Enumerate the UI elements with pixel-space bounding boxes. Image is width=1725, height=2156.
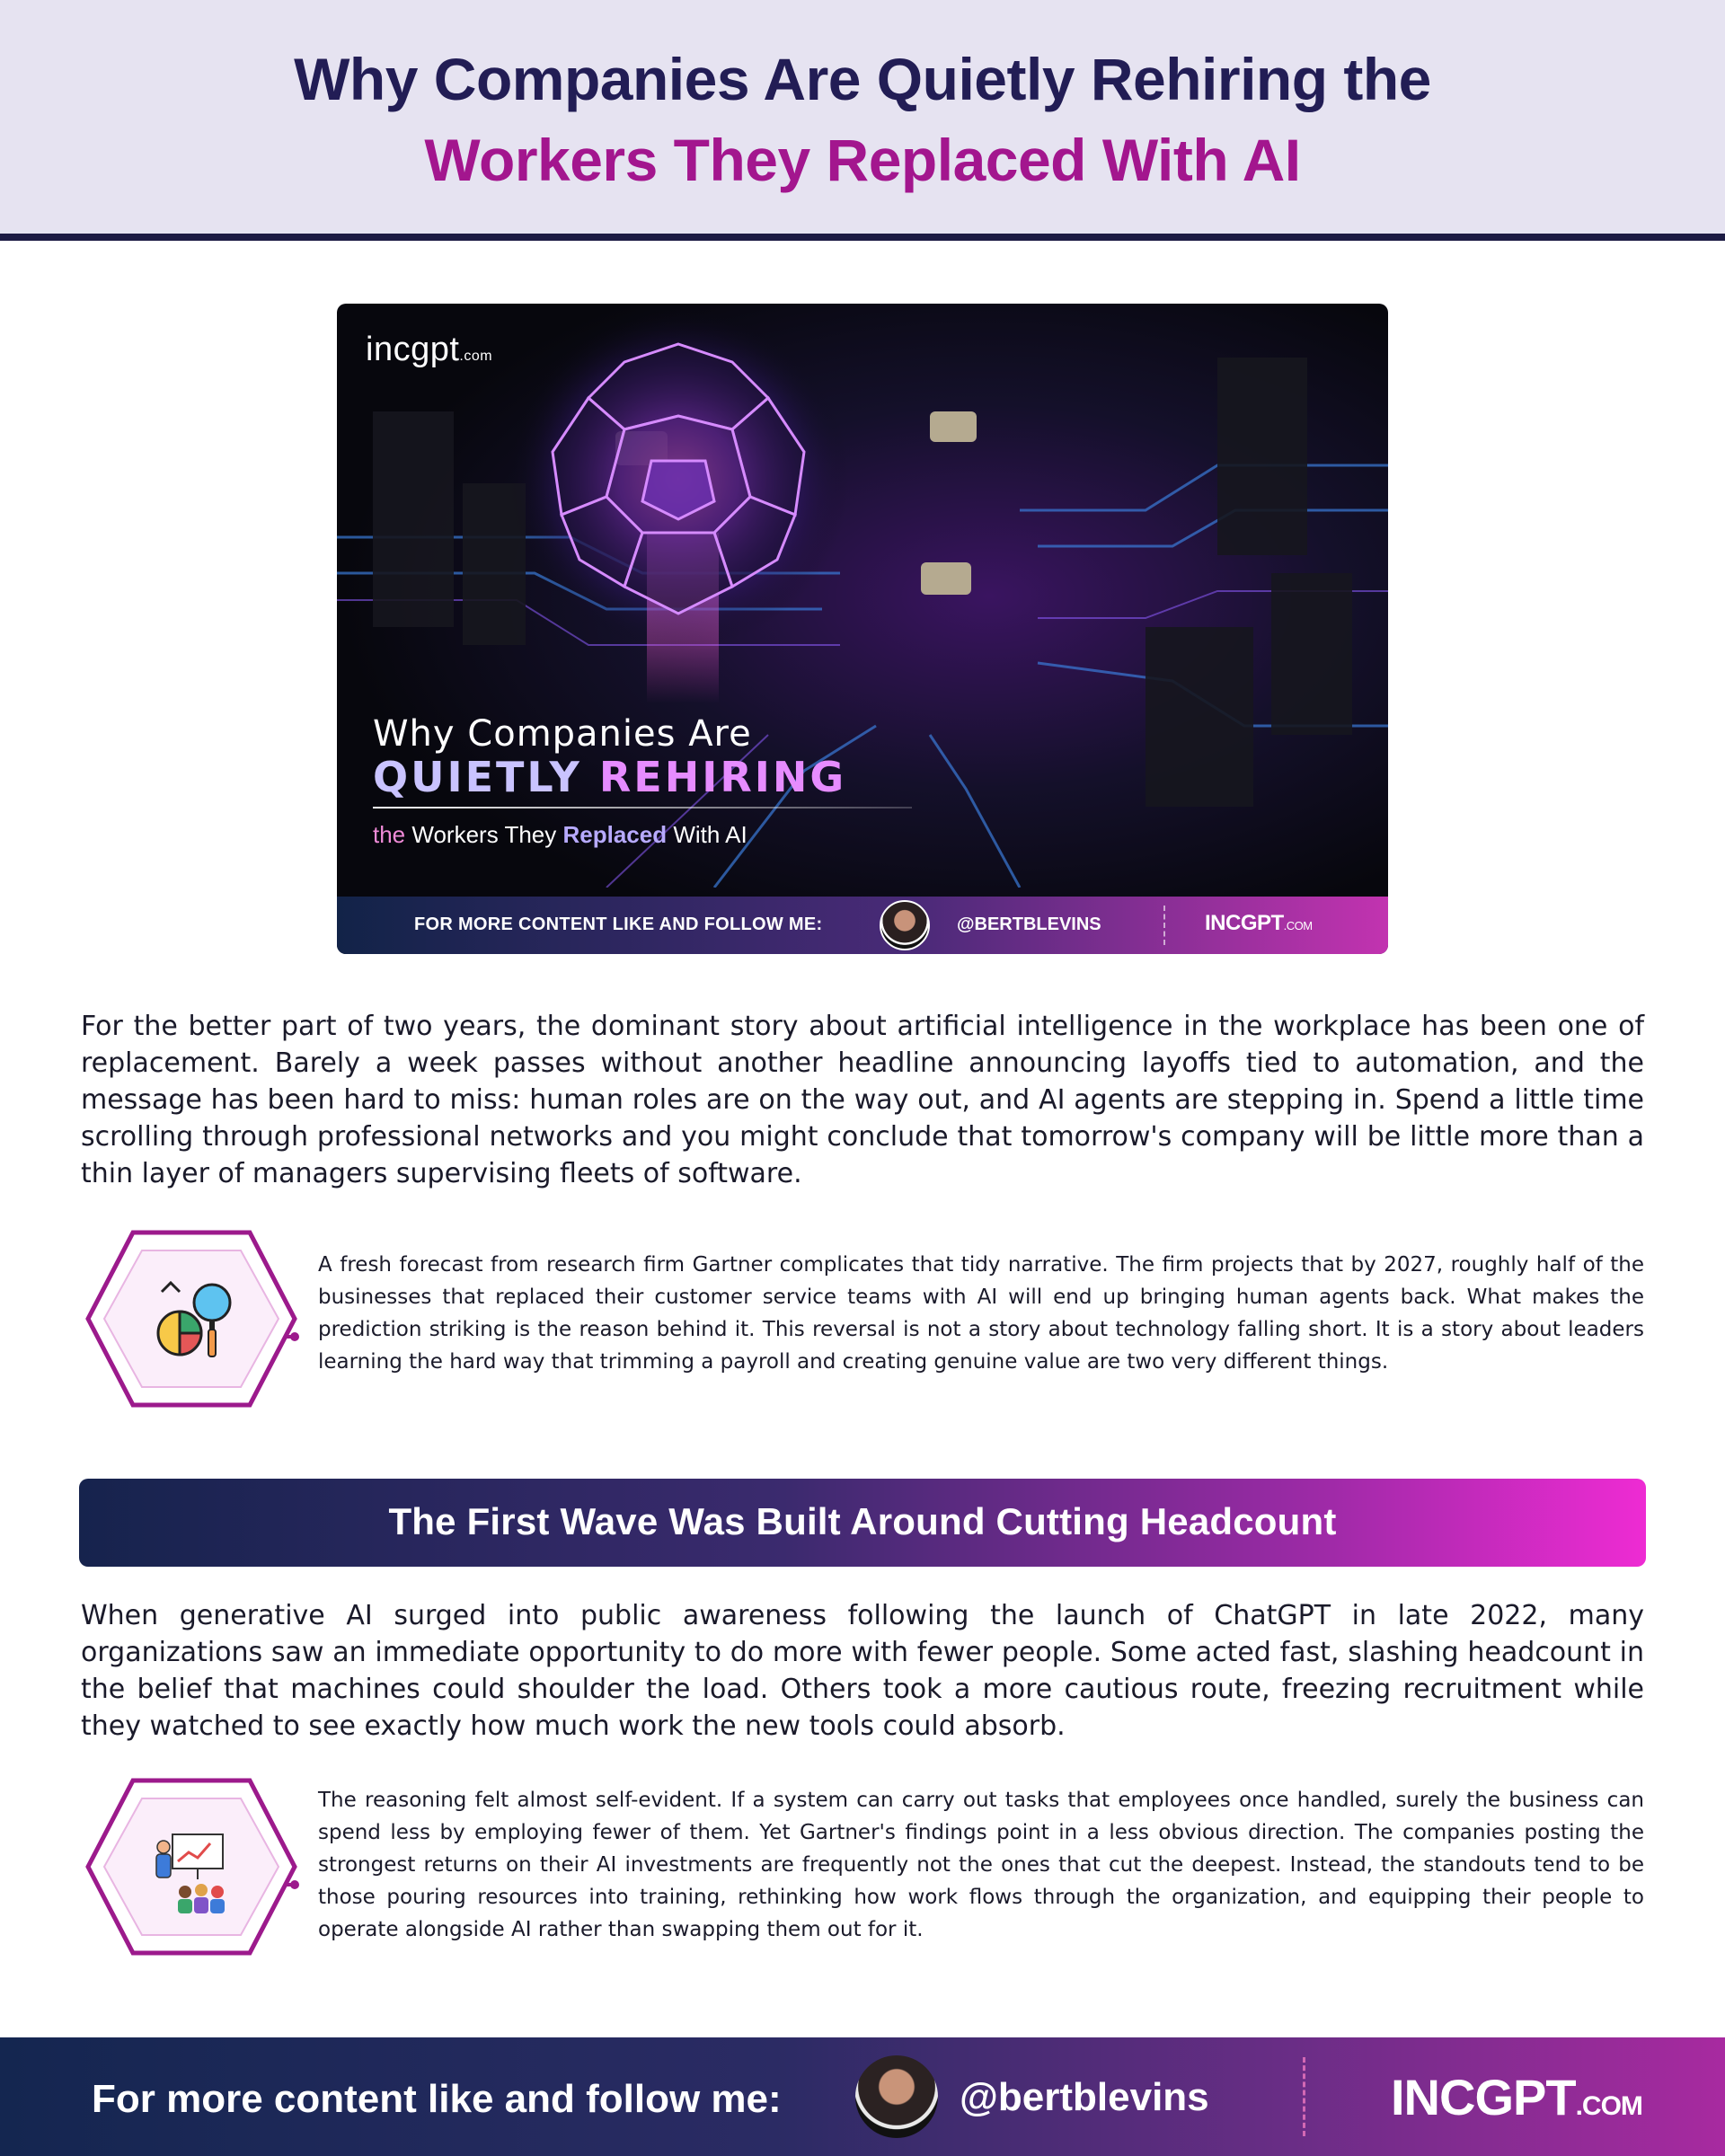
footer-cta: For more content like and follow me: (92, 2077, 782, 2121)
hero-brand-logo: INCGPT.COM (1205, 911, 1313, 935)
hero-subtitle: the Workers They Replaced With AI (373, 821, 748, 848)
presentation-icon (79, 1777, 304, 1957)
title-line-2: Workers They Replaced With AI (424, 127, 1301, 193)
page-header (0, 0, 1725, 241)
avatar (855, 2055, 938, 2138)
callout-paragraph-2: The reasoning felt almost self-evident. If a system can carry out tasks that employees once handled, surely the business can spend less by employing fewer of them. Yet Gartner's findings point in a less obvious direction. The companies posting the strongest returns on their AI investments are frequently not the ones that cut the deepest. Instead, the standouts tend to be those pouring resources into training, rethinking how work flows through the organization, and equipping their people to operate alongside AI rather than swapping them out for it. (318, 1789, 1644, 1941)
hero-follow-label: FOR MORE CONTENT LIKE AND FOLLOW ME: (414, 915, 823, 934)
hero-word-quietly: QUIETLY (373, 753, 582, 801)
intro-paragraph: For the better part of two years, the dominant story about artificial intelligence in the workplace has been one of replacement. Barely a week passes without another headline announcing layoffs tied to automation, and the message has been hard to miss: human roles are on the way out, and AI agents are stepping in. Spend a little time scrolling through professional networks and you might conclude that tomorrow's company will be little more than a thin layer of managers supervising fleets of software. (81, 1011, 1644, 1189)
data-analysis-icon (79, 1229, 304, 1409)
incgpt-logo: incgpt.com (366, 331, 493, 368)
hero-word-rehiring: REHIRING (598, 753, 847, 801)
paragraph-2: When generative AI surged into public awareness following the launch of ChatGPT in late 2022, many organizations saw an immediate opportunity to do more with fewer people. Some acted fast, slashing headcount in the belief that machines could shoulder the load. Others took a more cautious route, freezing recruitment while they watched to see exactly how much work the new tools could absorb. (81, 1600, 1644, 1742)
hero-headline-line2 (373, 753, 846, 801)
hero-image (337, 304, 1388, 954)
footer-handle-link[interactable]: @bertblevins (960, 2075, 1209, 2119)
divider (1163, 906, 1165, 945)
hero-headline-line1: Why Companies Are (373, 713, 752, 755)
footer-brand-logo[interactable]: INCGPT.COM (1391, 2069, 1642, 2125)
section-banner (79, 1479, 1646, 1567)
hero-handle[interactable]: @BERTBLEVINS (957, 915, 1101, 934)
hero-divider (373, 807, 912, 808)
footer-bar (0, 2037, 1725, 2156)
title-line-1: Why Companies Are Quietly Rehiring the (294, 46, 1431, 112)
callout-paragraph-1: A fresh forecast from research firm Gartner complicates that tidy narrative. The firm projects that by 2027, roughly half of the businesses that replaced their customer service teams with AI will end up bringing human agents back. What makes the prediction striking is the reason behind it. This reversal is not a story about technology falling short. It is a story about leaders learning the hard way that trimming a payroll and creating genuine value are two very different things. (318, 1253, 1644, 1374)
avatar (880, 900, 930, 950)
section-title: The First Wave Was Built Around Cutting Headcount (388, 1500, 1337, 1542)
divider (1303, 2057, 1305, 2136)
hero-follow-bar (337, 897, 1388, 954)
